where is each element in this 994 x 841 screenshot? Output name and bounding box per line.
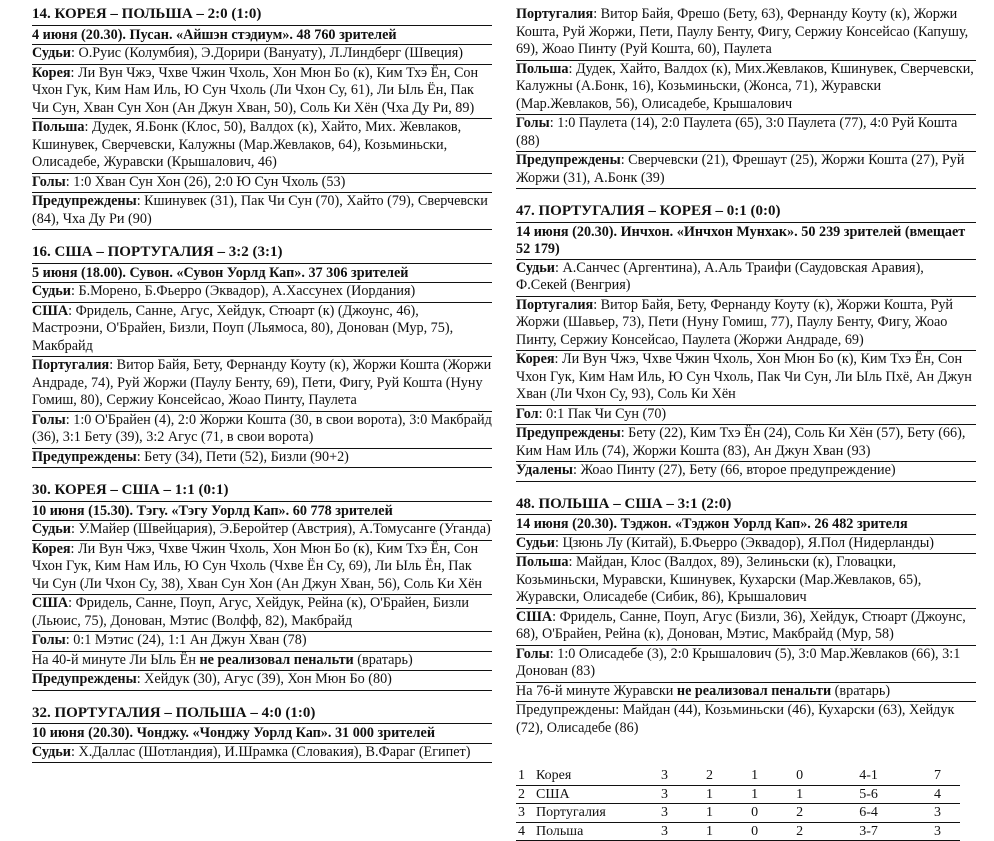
left-column [32, 6, 492, 763]
warnings [32, 671, 492, 691]
missed-penalty [32, 652, 492, 672]
goals [516, 646, 976, 683]
referees-text: : Б.Морено, Б.Фьерро (Эквадор), А.Хассунех (Иордания) [70, 283, 416, 299]
table-cell: Корея [534, 767, 642, 785]
table-cell: 5-6 [822, 785, 915, 804]
team2-lineup [516, 61, 976, 116]
team2-text: : Дудек, Хайто, Валдох (к), Мих.Жевлаков, Кшинувек, Сверчевски, Калужны (А.Бонк, 16), Козьминьски, (Жонса, 71), Журавски (Мар.Жевлаков, 56), Олисадебе, Крышалович [516, 60, 974, 112]
goals [32, 632, 492, 652]
team1-text: : Витор Байя, Бету, Фернанду Коуту (к), Жоржи Кошта, Руй Жоржи (Шавьер, 73), Пети (Нуну Гомиш, 77), Паулу Бенту, Фигу, Жоао Пинту, Сержиу Консейсао, Паулета (Жоржи Андраде, 69) [516, 296, 954, 348]
team2-text: : Витор Байя, Бету, Фернанду Коуту (к), Жоржи Кошта (Жоржи Андраде, 74), Руй Жоржи (Паулу Бенту, 69), Пети, Фигу, Руй Кошта (Нуну Гомиш, 80), Сержиу Консейсао, Жоао Пинту, Паулета [32, 357, 492, 408]
team2-lineup [32, 119, 492, 174]
team1-text: : Фридель, Санне, Агус, Хейдук, Стюарт (к) (Джоунс, 46), Мастроэни, О'Брайен, Бизли, Поуп (Льямоса, 80), Донован (Мур, 75), Макбрайд [32, 302, 454, 354]
team1-label: Португалия [516, 6, 594, 22]
referees-text: : Цзюнь Лу (Китай), Б.Фьерро (Эквадор), Я.Пол (Нидерланды) [554, 534, 935, 551]
warnings [32, 449, 492, 469]
referees [516, 535, 976, 555]
match-32-continued [516, 6, 976, 189]
team2-label: Польша [516, 60, 569, 77]
warned-text: Предупреждены: Майдан (44), Козьминьски (46), Кухарски (63), Хейдук (72), Олисадебе (86) [516, 702, 955, 736]
match-14 [32, 6, 492, 230]
table-cell: США [534, 785, 642, 804]
team1-label: Корея [32, 540, 71, 557]
goals-label: Голы [32, 632, 66, 648]
match-title: 32. ПОРТУГАЛИЯ – ПОЛЬША – 4:0 (1:0) [32, 705, 492, 725]
penalty-post: (вратарь) [831, 682, 891, 699]
penalty-bold: не реализовал пенальти [676, 682, 832, 699]
warnings [516, 152, 976, 189]
table-cell: 1 [687, 822, 732, 841]
table-cell: 3 [516, 804, 534, 823]
goals-text: : 1:0 Паулета (14), 2:0 Паулета (65), 3:0 Паулета (77), 4:0 Руй Кошта (88) [516, 115, 958, 149]
goals-text: : 1:0 О'Брайен (4), 2:0 Жоржи Кошта (30, в свои ворота), 3:0 Макбрайд (36), 3:1 Бету (39), 3:2 Агус (71, в свои ворота) [32, 411, 492, 445]
goals-text: : 0:1 Пак Чи Сун (70) [538, 405, 667, 422]
team1-label: Польша [516, 554, 569, 570]
referees [32, 744, 492, 764]
warned-label: Предупреждены [516, 425, 621, 441]
referees [32, 283, 492, 303]
match-date: 5 июня (18.00). Сувон. «Сувон Уорлд Кап». 37 306 зрителей [32, 265, 492, 284]
table-cell: 3 [642, 822, 687, 841]
table-cell: 4 [915, 785, 960, 804]
team2-lineup [516, 351, 976, 406]
table-cell: 2 [516, 785, 534, 804]
table-row [516, 822, 960, 841]
match-32 [32, 705, 492, 764]
table-cell: 3 [915, 822, 960, 841]
goals-text: : 1:0 Хван Сун Хон (26), 2:0 Ю Сун Чхоль (53) [65, 173, 346, 190]
table-cell: 2 [777, 822, 822, 841]
team2-text: : Дудек, Я.Бонк (Клос, 50), Валдох (к), Хайто, Мих. Жевлаков, Кшинувек, Сверчевски, Калужны (Мар.Жевлаков, 64), Козьминьски, Олисадебе, Журавски (Крышалович, 46) [32, 119, 462, 170]
match-date: 10 июня (20.30). Чонджу. «Чонджу Уорлд Кап». 31 000 зрителей [32, 725, 492, 744]
match-date: 4 июня (20.30). Пусан. «Айшэн стэдиум». 48 760 зрителей [32, 27, 492, 46]
team1-lineup [32, 541, 492, 596]
warned-text: : Хейдук (30), Агус (39), Хон Мюн Бо (80) [136, 671, 392, 687]
match-16 [32, 244, 492, 468]
table-cell: 0 [732, 822, 777, 841]
team2-text: : Фридель, Санне, Поуп, Агус (Бизли, 36), Хейдук, Стюарт (Джоунс, 68), О'Брайен, Рейна (к), Донован, Мэтис, Макбрайд (Мур, 58) [516, 608, 966, 642]
table-row [516, 785, 960, 804]
team1-lineup [32, 303, 492, 358]
warned-label: Предупреждены [32, 448, 137, 465]
table-cell: 7 [915, 767, 960, 785]
team1-lineup [516, 6, 976, 61]
team2-text: : Ли Вун Чжэ, Чхве Чжин Чхоль, Хон Мюн Бо (к), Ким Тхэ Ён, Сон Чхон Гук, Ким Нам Иль, Ю Сун Чхоль, Пак Чи Сун, Ли Ыль Пхё, Ан Джун Хван (Ли Чхон Су, 93), Соль Ки Хён [516, 351, 972, 402]
team1-label: Португалия [516, 296, 594, 313]
goals-text: : 1:0 Олисадебе (3), 2:0 Крышалович (5), 3:0 Мар.Жевлаков (66), 3:1 Донован (83) [516, 645, 961, 679]
table-cell: 3 [642, 767, 687, 785]
sentoff-text: : Жоао Пинту (27), Бету (66, второе предупреждение) [572, 462, 896, 478]
table-cell: 1 [687, 804, 732, 823]
team2-text: : Фридель, Санне, Поуп, Агус, Хейдук, Рейна (к), О'Брайен, Бизли (Льюис, 75), Донован, Мэтис (Волфф, 82), Макбрайд [32, 595, 469, 629]
table-row [516, 767, 960, 785]
referees-label: Судьи [516, 259, 555, 276]
table-cell: 1 [732, 785, 777, 804]
standings-table [516, 767, 960, 841]
table-cell: 2 [777, 804, 822, 823]
warnings [32, 193, 492, 230]
team2-label: Корея [516, 351, 555, 367]
team2-label: США [32, 595, 69, 611]
referees-label: Судьи [32, 45, 71, 61]
referees-text: : А.Санчес (Аргентина), А.Аль Траифи (Саудовская Аравия), Ф.Секей (Венгрия) [516, 259, 924, 293]
referees-label: Судьи [32, 283, 71, 299]
match-47 [516, 203, 976, 482]
goals-label: Голы [516, 115, 550, 131]
team2-label: США [516, 608, 553, 625]
referees-label: Судьи [32, 743, 71, 760]
penalty-bold: не реализовал пенальти [199, 651, 354, 668]
team1-text: : Витор Байя, Фрешо (Бету, 63), Фернанду Коуту (к), Жоржи Кошта, Руй Жоржи, Пети, Паулу Бенту, Фигу, Сержиу Консейсао (Капушу, 69), Жоао Пинту (Руй Кошта, 60), Паулета [516, 6, 969, 57]
table-cell: 2 [687, 767, 732, 785]
match-date: 14 июня (20.30). Инчхон. «Инчхон Мунхак». 50 239 зрителей (вмещает 52 179) [516, 224, 976, 260]
team2-lineup [516, 609, 976, 646]
match-date: 14 июня (20.30). Тэджон. «Тэджон Уорлд Кап». 26 482 зрителя [516, 516, 976, 535]
match-title: 16. США – ПОРТУГАЛИЯ – 3:2 (3:1) [32, 244, 492, 264]
team1-lineup [32, 65, 492, 120]
team1-text: : Ли Вун Чжэ, Чхве Чжин Чхоль, Хон Мюн Бо (к), Ким Тхэ Ён, Сон Чхон Гук, Ким Нам Иль, Ю Сун Чхоль (Ли Чхон Су, 61), Ли Ыль Ён, Пак Чи Сун, Хван Сун Хон (Ан Джун Хван, 50), Соль Ки Хён (Чха Ду Ри, 89) [32, 64, 479, 116]
missed-penalty [516, 683, 976, 703]
table-cell: 0 [777, 767, 822, 785]
penalty-post: (вратарь) [353, 651, 413, 668]
match-title: 47. ПОРТУГАЛИЯ – КОРЕЯ – 0:1 (0:0) [516, 203, 976, 223]
warnings [516, 702, 976, 737]
goals [32, 412, 492, 449]
warned-label: Предупреждены [516, 152, 621, 168]
team2-lineup [32, 595, 492, 632]
goals [516, 406, 976, 426]
sent-off [516, 462, 976, 482]
team1-text: : Майдан, Клос (Валдох, 89), Зелиньски (к), Гловацки, Козьминьски, Муравски, Кшинувек, Кухарски (Мар.Жевлаков, 65), Журавски, Олисадебе (Сибик, 86), Крышалович [516, 554, 922, 605]
table-cell: 6-4 [822, 804, 915, 823]
team2-label: Португалия [32, 357, 110, 373]
sentoff-label: Удалены [516, 462, 573, 478]
referees-label: Судьи [32, 521, 71, 537]
table-cell: 1 [687, 785, 732, 804]
goals [516, 115, 976, 152]
table-cell: 1 [777, 785, 822, 804]
referees [32, 45, 492, 65]
referees [32, 521, 492, 541]
right-column [516, 6, 976, 841]
match-30 [32, 482, 492, 691]
table-cell: 3 [642, 804, 687, 823]
team1-label: Корея [32, 64, 71, 81]
table-cell: Португалия [534, 804, 642, 823]
penalty-pre: На 40-й минуте Ли Ыль Ён [32, 651, 200, 668]
table-cell: 3 [642, 785, 687, 804]
warned-text: : Бету (22), Ким Тхэ Ён (24), Соль Ки Хён (57), Бету (66), Ким Нам Иль (74), Жоржи Кошта (83), Ан Джун Хван (93) [516, 425, 966, 459]
table-cell: 3-7 [822, 822, 915, 841]
table-cell: Польша [534, 822, 642, 841]
table-cell: 3 [915, 804, 960, 823]
goals-label: Голы [32, 173, 66, 190]
goals-label: Голы [516, 645, 550, 662]
warned-text: : Сверчевски (21), Фрешаут (25), Жоржи Кошта (27), Руй Жоржи (31), А.Бонк (39) [516, 152, 965, 186]
table-cell: 4-1 [822, 767, 915, 785]
team1-label: США [32, 302, 69, 319]
goals-text: : 0:1 Мэтис (24), 1:1 Ан Джун Хван (78) [65, 632, 307, 648]
referees-text: : О.Руис (Колумбия), Э.Дорири (Вануату), Л.Линдберг (Швеция) [70, 45, 463, 61]
table-cell: 1 [516, 767, 534, 785]
warned-label: Предупреждены [32, 193, 137, 209]
team1-text: : Ли Вун Чжэ, Чхве Чжин Чхоль, Хон Мюн Бо (к), Ким Тхэ Ён, Сон Чхон Гук, Ким Нам Иль, Ю Сун Чхоль (Чхве Ён Су, 69), Ли Ыль Ён, Пак Чи Сун (Ли Чхон Су, 38), Хван Сун Хон (Ан Джун Хван, 56), Соль Ки Хён [32, 540, 482, 592]
warnings [516, 425, 976, 462]
match-title: 30. КОРЕЯ – США – 1:1 (0:1) [32, 482, 492, 502]
team2-label: Польша [32, 119, 85, 135]
table-row [516, 804, 960, 823]
warned-text: : Бету (34), Пети (52), Бизли (90+2) [136, 448, 349, 465]
table-cell: 0 [732, 804, 777, 823]
goals-label: Голы [32, 411, 66, 428]
referees [516, 260, 976, 297]
match-title: 48. ПОЛЬША – США – 3:1 (2:0) [516, 496, 976, 516]
table-cell: 1 [732, 767, 777, 785]
table-cell: 4 [516, 822, 534, 841]
penalty-pre: На 76-й минуте Журавски [516, 682, 677, 699]
team2-lineup [32, 357, 492, 412]
team1-lineup [516, 554, 976, 609]
team1-lineup [516, 297, 976, 352]
warned-text: : Кшинувек (31), Пак Чи Сун (70), Хайто (79), Сверчевски (84), Чха Ду Ри (90) [32, 193, 488, 227]
match-48 [516, 496, 976, 738]
referees-text: : У.Майер (Швейцария), Э.Беройтер (Австрия), А.Томусанге (Уганда) [70, 521, 491, 537]
warned-label: Предупреждены [32, 671, 137, 687]
goals [32, 174, 492, 194]
match-title: 14. КОРЕЯ – ПОЛЬША – 2:0 (1:0) [32, 6, 492, 26]
referees-label: Судьи [516, 534, 555, 551]
goals-label: Гол [516, 405, 539, 422]
referees-text: : Х.Даллас (Шотландия), И.Шрамка (Словакия), В.Фараг (Египет) [70, 743, 471, 760]
match-date: 10 июня (15.30). Тэгу. «Тэгу Уорлд Кап». 60 778 зрителей [32, 503, 492, 522]
